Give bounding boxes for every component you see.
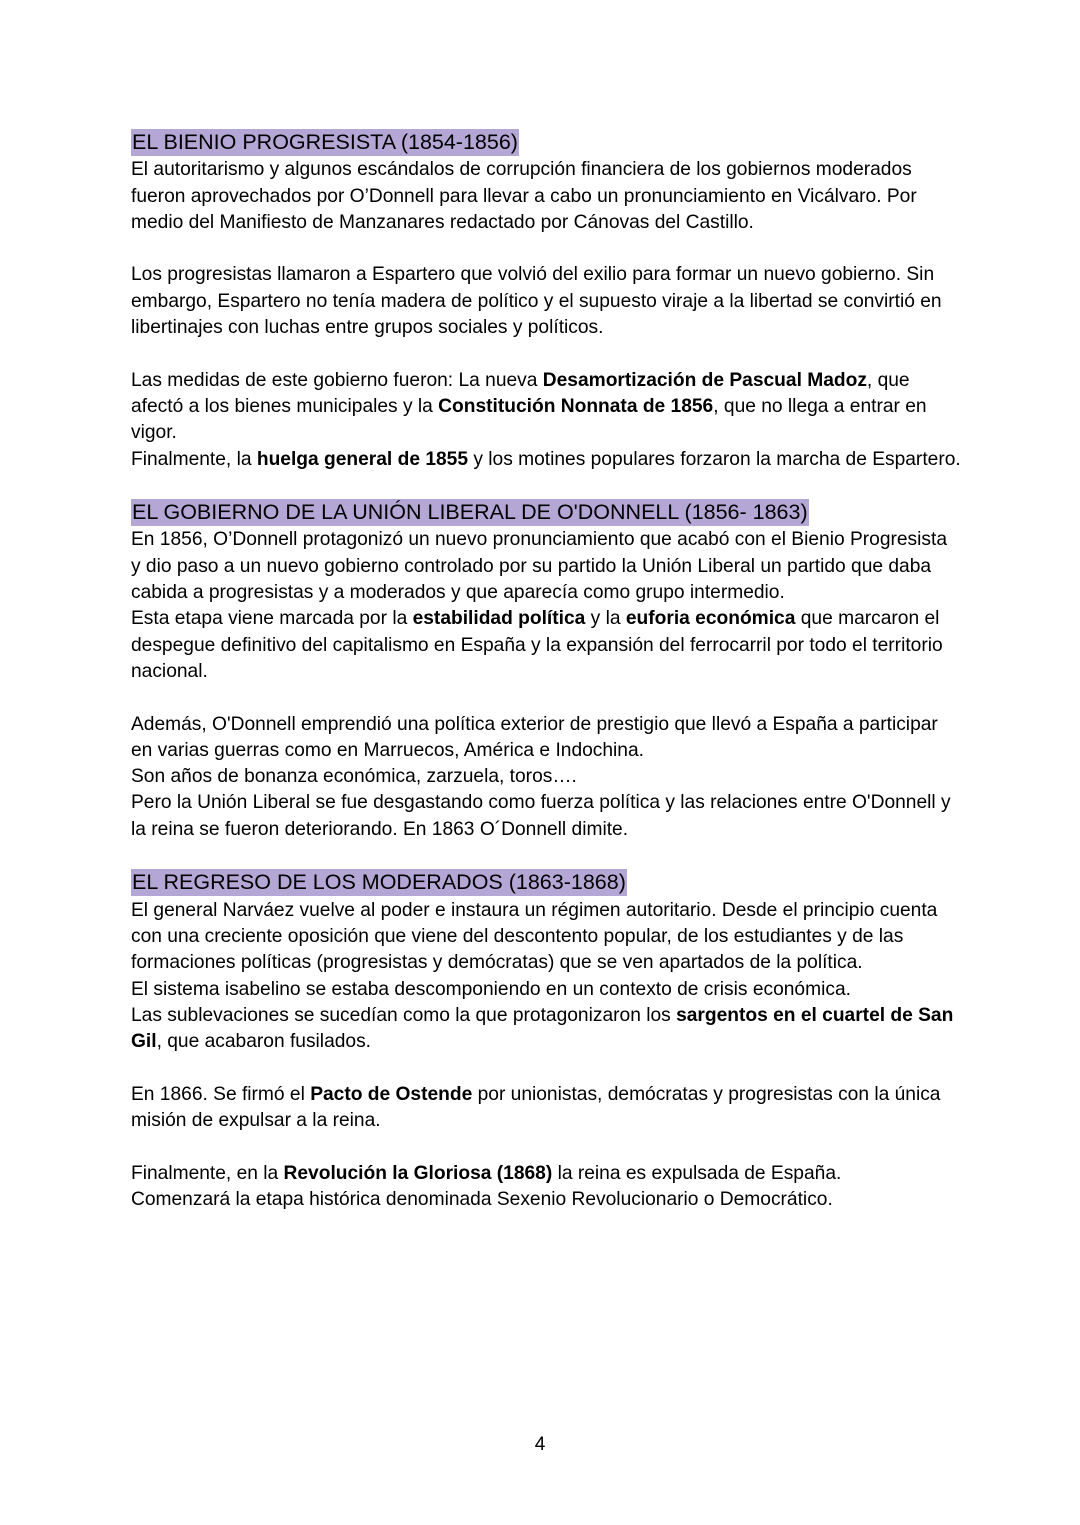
paragraph bbox=[131, 764, 961, 790]
section-1 bbox=[131, 129, 961, 499]
text-run: por unionistas, demócratas y progresistas con la única misión de expulsar a la reina. bbox=[131, 1083, 941, 1131]
section-gap bbox=[131, 473, 961, 499]
paragraph bbox=[131, 1082, 961, 1135]
bold-term: Desamortización de Pascual Madoz bbox=[542, 369, 867, 391]
page-number: 4 bbox=[534, 1434, 546, 1455]
bold-term: huelga general de 1855 bbox=[256, 448, 468, 470]
bold-term: sargentos en el cuartel de San Gil bbox=[131, 1004, 954, 1053]
section-2 bbox=[131, 499, 961, 869]
section-heading: EL REGRESO DE LOS MODERADOS (1863-1868) bbox=[132, 870, 626, 895]
bold-term: Pacto de Ostende bbox=[310, 1083, 473, 1105]
text-run: En 1856, O’Donnell protagonizó un nuevo pronunciamiento que acabó con el Bienio Progresista y dio paso a un nuevo gobierno controlado por su partido la Unión Liberal un partido que daba cabida a progresistas y a moderados y que aparecía como grupo intermedio. bbox=[131, 529, 948, 604]
text-run: , que afectó a los bienes municipales y la bbox=[131, 369, 910, 417]
text-run: y la bbox=[585, 608, 626, 630]
text-run: Comenzará la etapa histórica denominada Sexenio Revolucionario o Democrático. bbox=[131, 1188, 833, 1210]
section-gap bbox=[131, 843, 961, 869]
text-run: En 1866. Se firmó el bbox=[131, 1083, 311, 1105]
paragraph bbox=[131, 262, 961, 341]
paragraph bbox=[131, 790, 961, 843]
paragraph-gap bbox=[131, 1055, 961, 1081]
text-run: que marcaron el despegue definitivo del capitalismo en España y la expansión del ferrocarril por todo el territorio nacional. bbox=[131, 608, 943, 682]
bold-term: Revolución la Gloriosa (1868) bbox=[283, 1162, 553, 1184]
paragraph bbox=[131, 447, 961, 473]
bold-term: estabilidad política bbox=[412, 608, 586, 630]
text-run: , que no llega a entrar en vigor. bbox=[131, 395, 927, 444]
text-run: Las sublevaciones se sucedían como la que protagonizaron los bbox=[131, 1004, 677, 1026]
paragraph bbox=[131, 157, 961, 236]
text-run: El sistema isabelino se estaba descomponiendo en un contexto de crisis económica. bbox=[131, 978, 851, 1000]
text-run: la reina es expulsada de España. bbox=[552, 1162, 842, 1184]
paragraph-gap bbox=[131, 341, 961, 367]
text-run: Pero la Unión Liberal se fue desgastando como fuerza política y las relaciones entre O'Donnell y la reina se fueron deteriorando. En 1863 O´Donnell dimite. bbox=[131, 792, 951, 840]
paragraph bbox=[131, 1003, 961, 1056]
paragraph bbox=[131, 1187, 961, 1213]
text-run: Finalmente, en la bbox=[131, 1162, 284, 1184]
text-run: Las medidas de este gobierno fueron: La nueva bbox=[131, 369, 543, 391]
paragraph bbox=[131, 977, 961, 1003]
paragraph bbox=[131, 712, 961, 765]
paragraph bbox=[131, 606, 961, 685]
paragraph bbox=[131, 527, 961, 606]
paragraph-gap bbox=[131, 1134, 961, 1160]
text-run: Esta etapa viene marcada por la bbox=[131, 608, 413, 630]
text-run: El general Narváez vuelve al poder e instaura un régimen autoritario. Desde el principio cuenta con una creciente oposición que viene del descontento popular, de los estudiantes y de las formaciones políticas (progresistas y demócratas) que se ven apartados de la política. bbox=[131, 899, 938, 974]
bold-term: euforia económica bbox=[625, 608, 796, 630]
text-run: y los motines populares forzaron la marcha de Espartero. bbox=[468, 448, 961, 470]
bold-term: Constitución Nonnata de 1856 bbox=[438, 395, 714, 417]
text-run: , que acabaron fusilados. bbox=[156, 1031, 372, 1053]
section-3 bbox=[131, 869, 961, 1213]
section-heading: EL BIENIO PROGRESISTA (1854-1856) bbox=[132, 130, 518, 154]
text-run: Los progresistas llamaron a Espartero que volvió del exilio para formar un nuevo gobierno. Sin embargo, Espartero no tenía madera de político y el supuesto viraje a la libertad se convirtió en libertinajes con luchas entre grupos sociales y políticos. bbox=[131, 264, 942, 339]
section-heading: EL GOBIERNO DE LA UNIÓN LIBERAL DE O'DONNELL (1856- 1863) bbox=[132, 500, 808, 525]
text-run: Además, O'Donnell emprendió una política exterior de prestigio que llevó a España a participar en varias guerras como en Marruecos, América e Indochina. bbox=[131, 713, 938, 761]
document-body bbox=[131, 129, 961, 1213]
text-run: Son años de bonanza económica, zarzuela, toros…. bbox=[131, 766, 577, 788]
paragraph bbox=[131, 368, 961, 447]
text-run: El autoritarismo y algunos escándalos de corrupción financiera de los gobiernos moderados fueron aprovechados por O’Donnell para llevar a cabo un pronunciamiento en Vicálvaro. Por medio del Manifiesto de Manzanares redactado por Cánovas del Castillo. bbox=[131, 159, 917, 233]
paragraph bbox=[131, 898, 961, 977]
paragraph-gap bbox=[131, 236, 961, 262]
text-run: Finalmente, la bbox=[131, 448, 257, 470]
paragraph-gap bbox=[131, 685, 961, 711]
paragraph bbox=[131, 1161, 961, 1187]
